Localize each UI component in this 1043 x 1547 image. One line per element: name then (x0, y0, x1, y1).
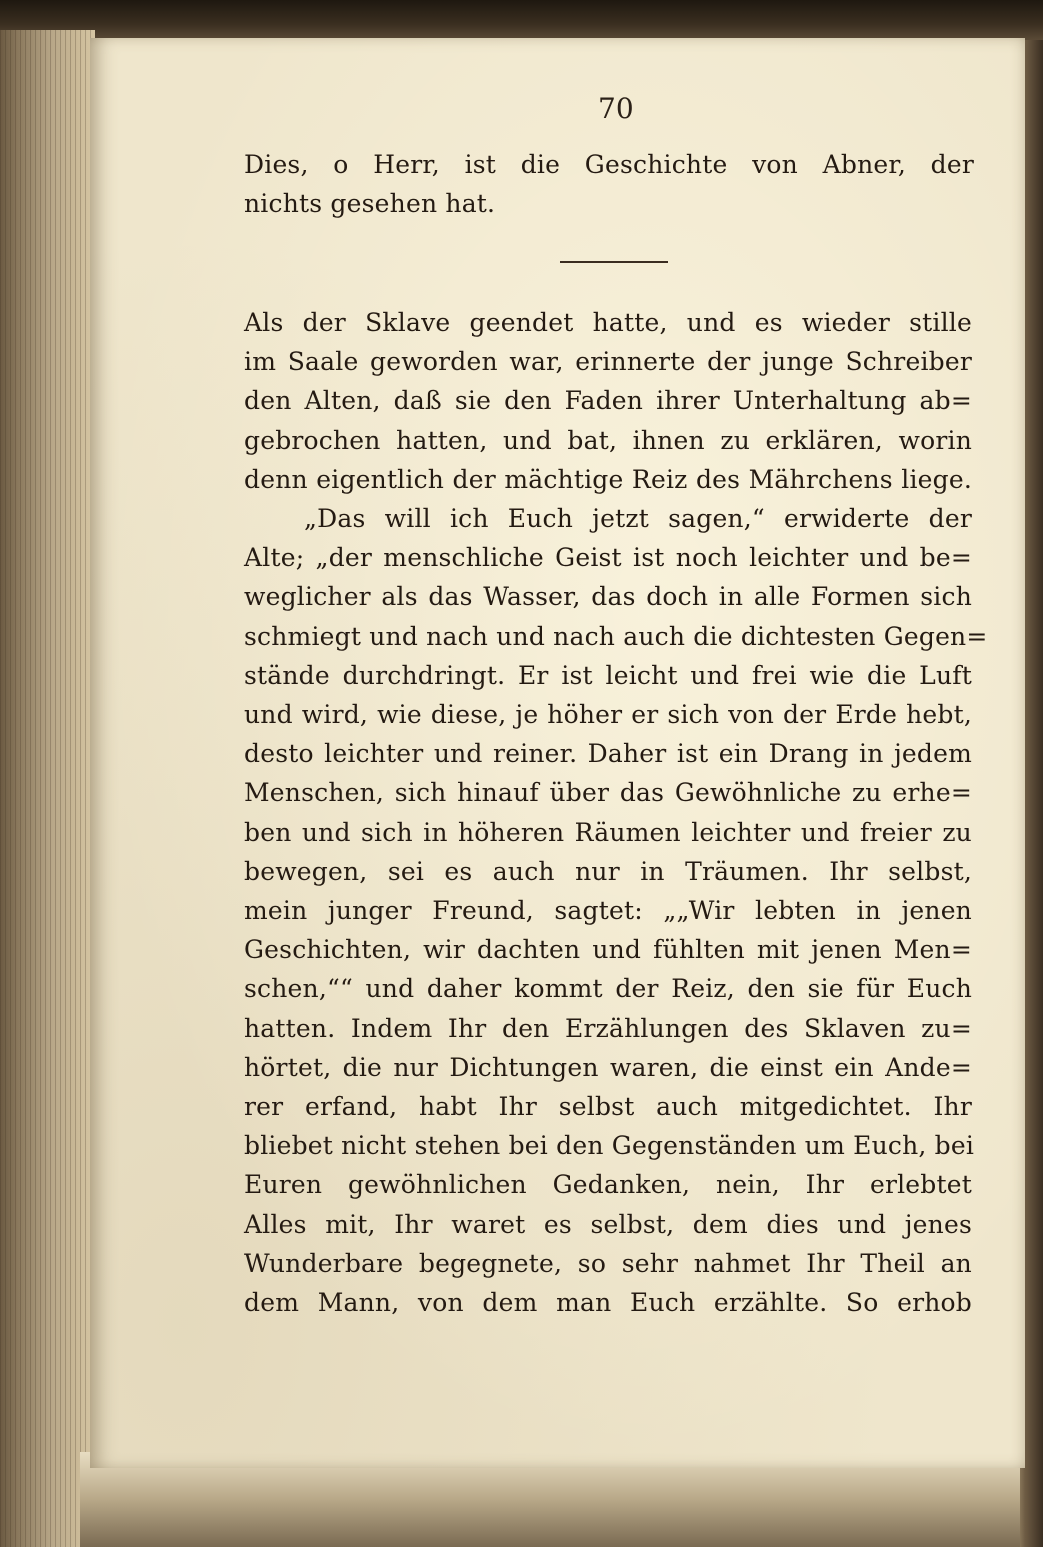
text-line: stände durchdringt. Er ist leicht und frei wie die Luft (244, 660, 972, 690)
text-line: Geschichten, wir dachten und fühlten mit jenen Men= (244, 935, 972, 965)
book-top-shadow (0, 0, 1043, 40)
text-line: dem Mann, von dem man Euch erzählte. So erhob (244, 1288, 972, 1318)
text-line: „Das will ich Euch jetzt sagen,“ erwiderte der (304, 504, 972, 534)
text-line: desto leichter und reiner. Daher ist ein Drang in jedem (244, 739, 972, 769)
text-line: Alte; „der menschliche Geist ist noch leichter und be= (244, 543, 972, 573)
text-line: bewegen, sei es auch nur in Träumen. Ihr selbst, (244, 856, 972, 886)
text-line: rer erfand, habt Ihr selbst auch mitgedichtet. Ihr (244, 1092, 972, 1122)
paragraph-end-block (244, 145, 974, 223)
text-line: denn eigentlich der mächtige Reiz des Mährchens liege. (244, 464, 972, 494)
text-line: mein junger Freund, sagtet: „„Wir lebten in jenen (244, 896, 972, 926)
text-line: schmiegt und nach und nach auch die dichtesten Gegen= (244, 621, 988, 651)
text-line: Menschen, sich hinauf über das Gewöhnliche zu erhe= (244, 778, 972, 808)
text-line: weglicher als das Wasser, das doch in alle Formen sich (244, 582, 972, 612)
text-line: Als der Sklave geendet hatte, und es wieder stille (244, 308, 972, 337)
text-line: Euren gewöhnlichen Gedanken, nein, Ihr erlebtet (244, 1170, 972, 1200)
text-line: im Saale geworden war, erinnerte der junge Schreiber (244, 347, 972, 377)
page-number: 70 (598, 92, 634, 125)
text-line: den Alten, daß sie den Faden ihrer Unterhaltung ab= (244, 386, 972, 416)
text-line: bliebet nicht stehen bei den Gegenständen um Euch, bei (244, 1131, 975, 1161)
text-line: hatten. Indem Ihr den Erzählungen des Sklaven zu= (244, 1013, 972, 1043)
text-line: hörtet, die nur Dichtungen waren, die einst ein Ande= (244, 1052, 972, 1082)
book-page-stack-left (0, 30, 95, 1547)
section-divider-rule (560, 261, 668, 263)
text-line: Wunderbare begegnete, so sehr nahmet Ihr Theil an (244, 1248, 972, 1278)
text-line: schen,““ und daher kommt der Reiz, den sie für Euch (244, 974, 972, 1004)
text-line: ben und sich in höheren Räumen leichter und freier zu (244, 817, 972, 847)
paragraph-main-block (244, 303, 988, 1322)
text-line: Dies, o Herr, ist die Geschichte von Abner, der (244, 150, 974, 179)
text-line: Alles mit, Ihr waret es selbst, dem dies und jenes (244, 1209, 972, 1239)
text-line: gebrochen hatten, und bat, ihnen zu erklären, worin (244, 425, 972, 455)
text-line: und wird, wie diese, je höher er sich von der Erde hebt, (244, 700, 972, 730)
text-line: nichts gesehen hat. (244, 189, 496, 219)
